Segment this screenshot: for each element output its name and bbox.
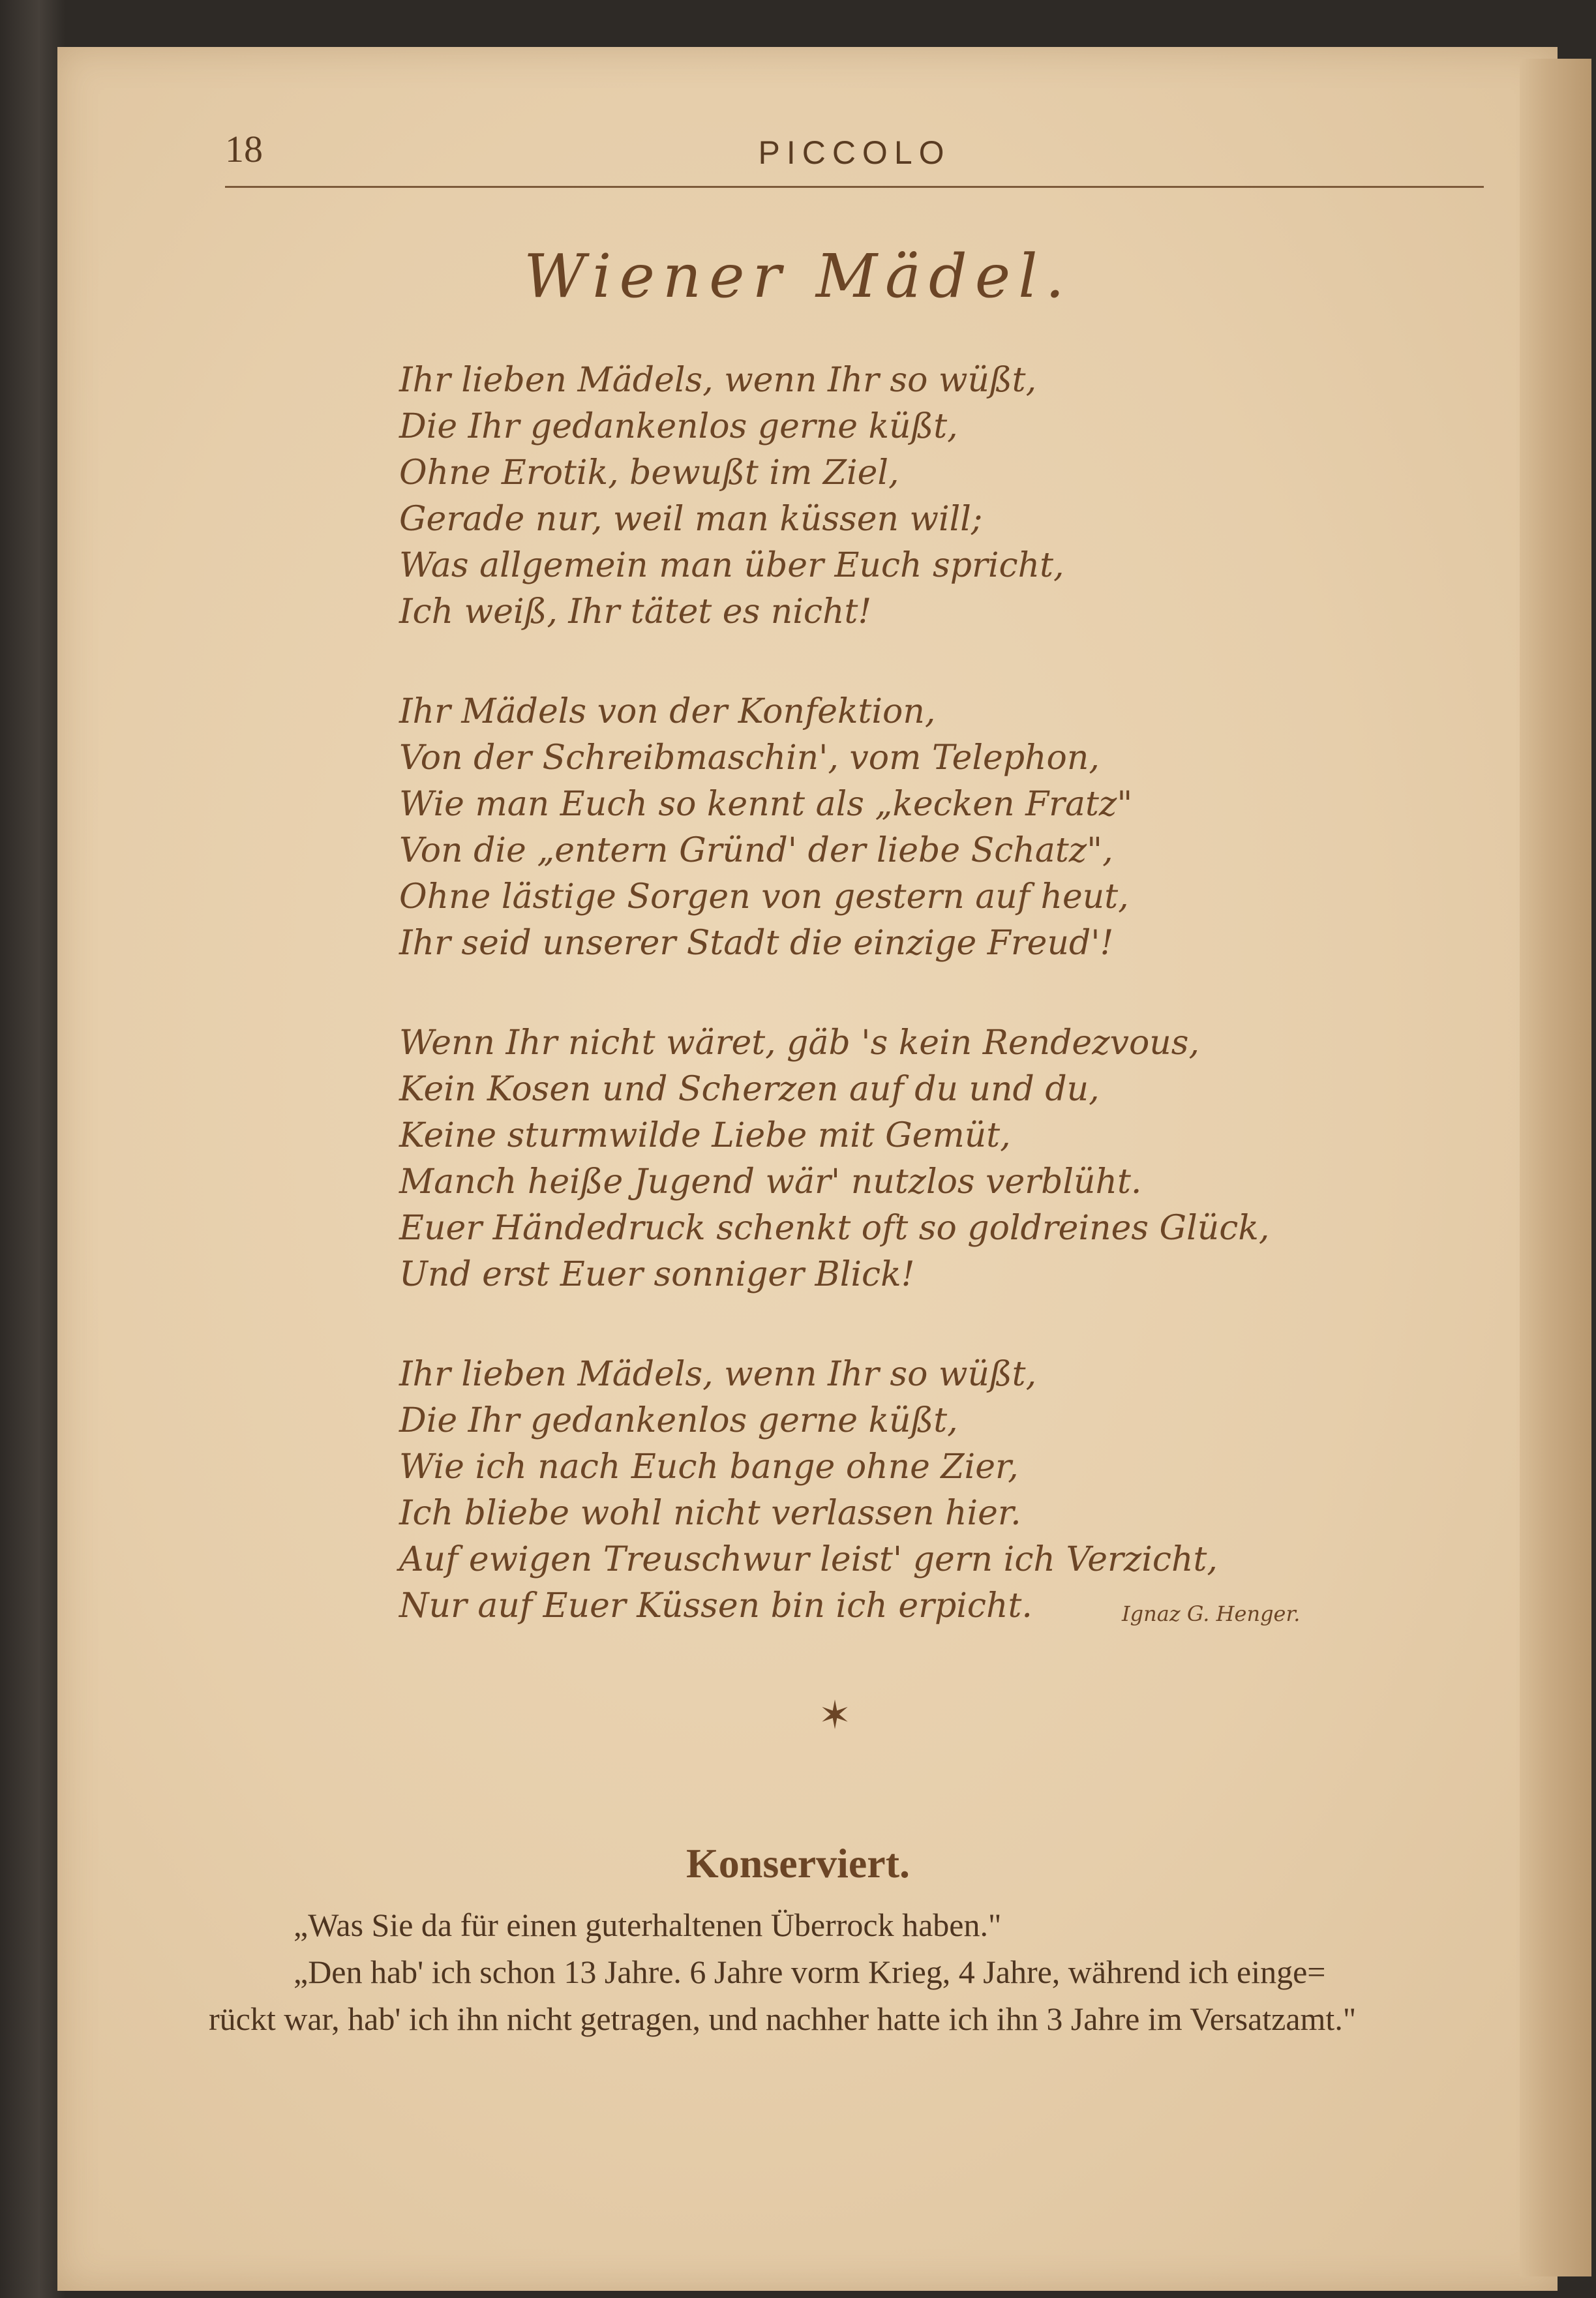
verse-line: Wenn Ihr nicht wäret, gäb 's kein Rendezvous, [399,1023,1199,1063]
verse-line: Auf ewigen Treuschwur leist' gern ich Verzicht, [399,1540,1218,1579]
anecdote-title: Konserviert. [686,1840,910,1886]
verse-line: Ihr Mädels von der Konfektion, [399,692,936,731]
verse-line: Ihr lieben Mädels, wenn Ihr so wüßt, [399,1355,1037,1394]
verse-line: Ohne lästige Sorgen von gestern auf heut, [399,877,1129,916]
verse-line: Ohne Erotik, bewußt im Ziel, [399,453,899,492]
verse-line: Was allgemein man über Euch spricht, [399,546,1064,585]
verse-line: Wie man Euch so kennt als „kecken Fratz" [399,785,1133,824]
poem-stanza-3 [399,1020,1378,1298]
verse-line: Euer Händedruck schenkt oft so goldreines Glück, [399,1209,1270,1248]
poem-stanza-1 [399,357,1378,635]
poem-stanza-2 [399,689,1378,967]
poem-title: Wiener Mädel. [524,241,1072,311]
verse-line: Von die „entern Gründ' der liebe Schatz", [399,831,1113,870]
page-fold [1520,59,1591,2276]
poem-stanza-4 [399,1352,1378,1629]
verse-line: Die Ihr gedankenlos gerne küßt, [399,407,958,446]
verse-line: Und erst Euer sonniger Blick! [399,1255,915,1294]
verse-line: Ihr seid unserer Stadt die einzige Freud'! [399,924,1114,963]
anecdote-paragraph-2-line-2: rückt war, hab' ich ihn nicht getragen, und nachher hatte ich ihn 3 Jahre im Versatzamt." [209,2001,1357,2037]
verse-line: Wie ich nach Euch bange ohne Zier, [399,1447,1019,1487]
verse-line: Gerade nur, weil man küssen will; [399,500,983,539]
verse-line: Nur auf Euer Küssen bin ich erpicht. [399,1586,1032,1625]
anecdote-paragraph-1: „Was Sie da für einen guterhaltenen Überrock haben." [294,1907,1002,1943]
star-ornament-icon: ✶ [818,1693,852,1738]
verse-line: Von der Schreibmaschin', vom Telephon, [399,738,1100,778]
verse-line: Die Ihr gedankenlos gerne küßt, [399,1401,958,1440]
page-number: 18 [225,128,263,170]
verse-line: Kein Kosen und Scherzen auf du und du, [399,1070,1100,1109]
poem-author: Ignaz G. Henger. [1122,1601,1301,1626]
verse-line: Keine sturmwilde Liebe mit Gemüt, [399,1116,1011,1155]
anecdote-paragraph-2-line-1: „Den hab' ich schon 13 Jahre. 6 Jahre vorm Krieg, 4 Jahre, während ich einge= [294,1954,1326,1990]
anecdote-body [209,1901,1481,2042]
verse-line: Ich weiß, Ihr tätet es nicht! [399,592,872,631]
page-header [225,127,1484,188]
running-head: PICCOLO [758,134,951,171]
verse-line: Ihr lieben Mädels, wenn Ihr so wüßt, [399,361,1037,400]
verse-line: Ich bliebe wohl nicht verlassen hier. [399,1494,1021,1533]
poem-body [399,357,1378,1683]
verse-line: Manch heiße Jugend wär' nutzlos verblüht. [399,1162,1142,1202]
